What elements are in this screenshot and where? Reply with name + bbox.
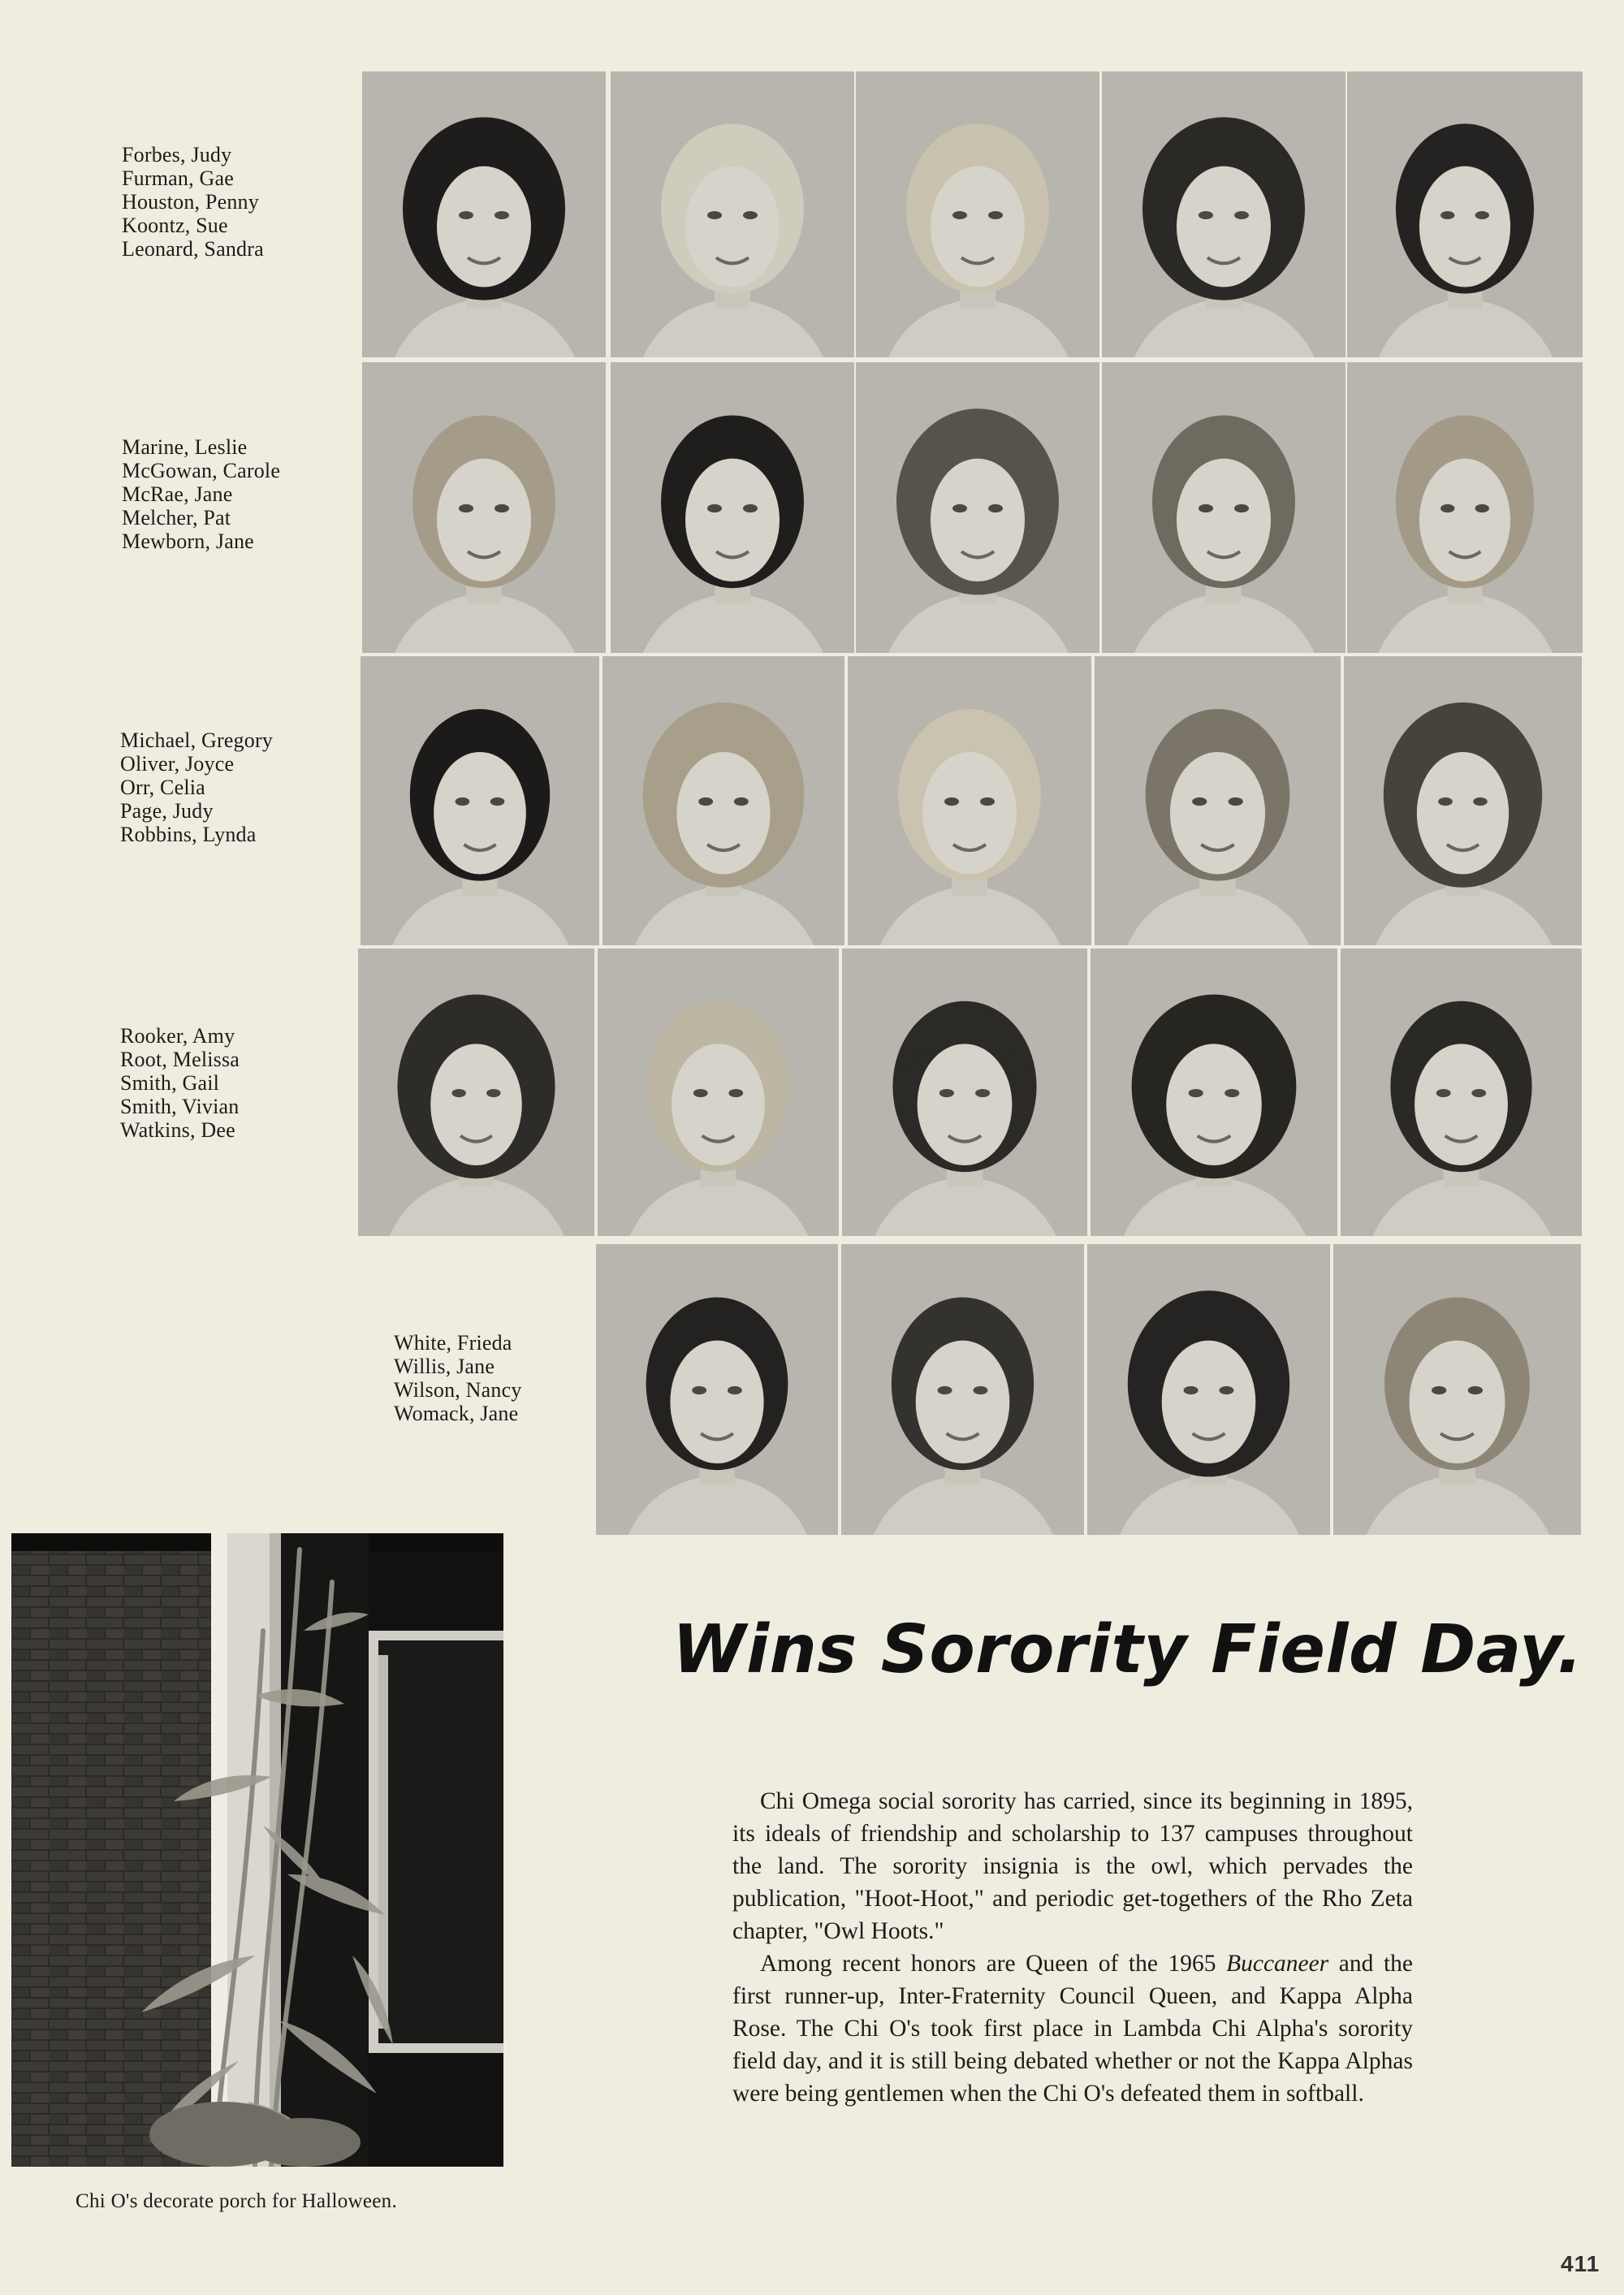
body-paragraph-2-end: and the first runner-up, Inter-Fraternity Council Queen, and Kappa Alpha Rose. The Chi O's took first place in Lambda Chi Alpha's sorority field day, and it is still being debated whether or not the Kappa Alphas were being gentlemen when the Chi O's defeated them in softball. <box>732 1951 1413 2107</box>
portrait-silhouette <box>1102 362 1345 653</box>
portrait-silhouette <box>1347 362 1583 653</box>
buccaneer-title: Buccaneer <box>1226 1951 1329 1977</box>
name-item: Page, Judy <box>120 799 214 823</box>
name-item: McGowan, Carole <box>122 459 281 482</box>
name-item: Mewborn, Jane <box>122 529 254 553</box>
portrait-silhouette <box>1333 1244 1581 1535</box>
portrait-silhouette <box>856 362 1099 653</box>
name-item: Rooker, Amy <box>120 1024 235 1048</box>
name-item: Marine, Leslie <box>122 435 248 459</box>
portrait-silhouette <box>856 71 1099 357</box>
name-item: Leonard, Sandra <box>122 237 264 261</box>
portrait-photo <box>596 1244 838 1535</box>
name-item: Michael, Gregory <box>120 728 274 752</box>
body-paragraph-2-start: Among recent honors are Queen of the 1965 <box>760 1951 1227 1977</box>
name-item: McRae, Jane <box>122 482 233 506</box>
portrait-photo <box>603 656 844 945</box>
name-item: Robbins, Lynda <box>120 823 257 846</box>
portrait-silhouette <box>362 362 606 653</box>
article-body <box>732 1785 1413 2110</box>
portrait-silhouette <box>596 1244 838 1535</box>
portrait-photo <box>362 71 606 357</box>
portrait-photo <box>1347 71 1583 357</box>
portrait-silhouette <box>1095 656 1341 945</box>
name-item: Koontz, Sue <box>122 214 228 237</box>
portrait-silhouette <box>1341 949 1582 1236</box>
name-list-row-5 <box>394 1331 522 1425</box>
portrait-photo <box>362 362 606 653</box>
porch-photo-illustration <box>11 1533 503 2167</box>
name-list-row-3 <box>120 728 273 846</box>
article-headline: Wins Sorority Field Day. <box>672 1611 1583 1688</box>
portrait-photo <box>848 656 1091 945</box>
photo-caption: Chi O's decorate porch for Halloween. <box>76 2190 398 2212</box>
portrait-silhouette <box>1347 71 1583 357</box>
name-item: Houston, Penny <box>122 190 259 214</box>
portrait-photo <box>856 71 1099 357</box>
portrait-photo <box>1095 656 1341 945</box>
halloween-porch-photo <box>11 1533 503 2167</box>
portrait-photo <box>598 949 839 1236</box>
body-paragraph-1: Chi Omega social sorority has carried, since its beginning in 1895, its ideals of friendship and scholarship to 137 campuses throughout the land. The sorority insignia is the owl, which pervades the publication, "Hoot-Hoot," and periodic get-togethers of the Rho Zeta chapter, "Owl Hoots." <box>732 1788 1413 1944</box>
name-item: Womack, Jane <box>394 1402 519 1425</box>
portrait-photo <box>611 362 854 653</box>
portrait-photo <box>1347 362 1583 653</box>
page-number: 411 <box>1561 2251 1600 2276</box>
portrait-silhouette <box>1102 71 1345 357</box>
portrait-silhouette <box>358 949 594 1236</box>
portrait-silhouette <box>841 1244 1084 1535</box>
portrait-photo <box>1333 1244 1581 1535</box>
portrait-silhouette <box>598 949 839 1236</box>
portrait-photo <box>1091 949 1337 1236</box>
portrait-photo <box>856 362 1099 653</box>
portrait-silhouette <box>1091 949 1337 1236</box>
name-item: Melcher, Pat <box>122 506 231 529</box>
name-item: Smith, Vivian <box>120 1095 240 1118</box>
name-item: Smith, Gail <box>120 1071 220 1095</box>
body-paragraph-2 <box>732 1947 1413 2110</box>
portrait-silhouette <box>848 656 1091 945</box>
portrait-photo <box>841 1244 1084 1535</box>
name-item: Orr, Celia <box>120 776 205 799</box>
name-item: Willis, Jane <box>394 1355 495 1378</box>
portrait-photo <box>1087 1244 1330 1535</box>
portrait-photo <box>1102 362 1345 653</box>
portrait-photo <box>1344 656 1582 945</box>
portrait-silhouette <box>1344 656 1582 945</box>
portrait-silhouette <box>1087 1244 1330 1535</box>
portrait-photo <box>1102 71 1345 357</box>
portrait-silhouette <box>611 362 854 653</box>
portrait-photo <box>358 949 594 1236</box>
name-item: Root, Melissa <box>120 1048 240 1071</box>
portrait-silhouette <box>842 949 1087 1236</box>
portrait-silhouette <box>362 71 606 357</box>
portrait-photo <box>361 656 599 945</box>
name-item: Watkins, Dee <box>120 1118 235 1142</box>
portrait-silhouette <box>611 71 854 357</box>
name-list-row-1 <box>122 143 264 261</box>
name-item: Wilson, Nancy <box>394 1378 522 1402</box>
portrait-silhouette <box>361 656 599 945</box>
name-item: Furman, Gae <box>122 166 234 190</box>
name-item: White, Frieda <box>394 1331 512 1355</box>
portrait-photo <box>1341 949 1582 1236</box>
portrait-silhouette <box>603 656 844 945</box>
portrait-photo <box>611 71 854 357</box>
portrait-photo <box>842 949 1087 1236</box>
name-item: Oliver, Joyce <box>120 752 235 776</box>
name-list-row-4 <box>120 1024 240 1142</box>
name-list-row-2 <box>122 435 280 553</box>
name-item: Forbes, Judy <box>122 143 232 166</box>
